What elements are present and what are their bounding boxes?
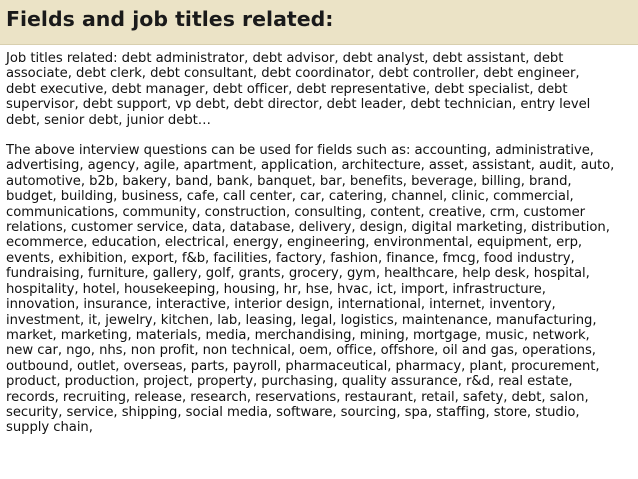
text-line: product, production, project, property, purchasing, quality assurance, r&d, real estate, [6,374,573,390]
slide-body [6,51,634,436]
title-bar [0,0,638,45]
text-line: hospitality, hotel, housekeeping, housing, hr, hse, hvac, ict, import, infrastructure, [6,281,546,297]
text-line: investment, it, jewelry, kitchen, lab, leasing, legal, logistics, maintenance, manufacturing, [6,312,597,328]
fields-paragraph [6,143,634,436]
text-line: Job titles related: debt administrator, debt advisor, debt analyst, debt assistant, debt [6,51,564,66]
slide-title: Fields and job titles related: [6,7,334,31]
text-line: supply chain, [6,420,93,436]
text-line: relations, customer service, data, database, delivery, design, digital marketing, distribution, [6,220,610,236]
text-line: ecommerce, education, electrical, energy, engineering, environmental, equipment, erp, [6,235,583,251]
text-line: budget, building, business, cafe, call center, car, catering, channel, clinic, commercial, [6,189,574,205]
text-line: communications, community, construction, consulting, content, creative, crm, customer [6,204,586,220]
text-line: events, exhibition, export, f&b, facilities, factory, fashion, finance, fmcg, food industry, [6,250,575,266]
text-line: automotive, b2b, bakery, band, bank, banquet, bar, benefits, beverage, billing, brand, [6,173,572,189]
text-line: market, marketing, materials, media, merchandising, mining, mortgage, music, network, [6,327,590,343]
text-line: fundraising, furniture, gallery, golf, grants, grocery, gym, healthcare, help desk, hospital, [6,266,590,282]
text-line: security, service, shipping, social media, software, sourcing, spa, staffing, store, studio, [6,404,580,420]
text-line: advertising, agency, agile, apartment, application, architecture, asset, assistant, audit, auto, [6,158,615,174]
text-line: innovation, insurance, interactive, interior design, international, internet, inventory, [6,297,556,313]
text-line: associate, debt clerk, debt consultant, debt coordinator, debt controller, debt engineer, [6,66,580,82]
text-line: new car, ngo, nhs, non profit, non technical, oem, office, offshore, oil and gas, operations, [6,343,596,359]
text-line: The above interview questions can be used for fields such as: accounting, administrative, [6,143,594,159]
text-line: debt executive, debt manager, debt officer, debt representative, debt specialist, debt [6,81,568,97]
text-line: outbound, outlet, overseas, parts, payroll, pharmaceutical, pharmacy, plant, procurement, [6,358,600,374]
job-titles-paragraph [6,51,634,128]
text-line: supervisor, debt support, vp debt, debt director, debt leader, debt technician, entry level [6,97,591,113]
text-line: debt, senior debt, junior debt… [6,112,211,128]
text-line: records, recruiting, release, research, reservations, restaurant, retail, safety, debt, salon, [6,389,589,405]
